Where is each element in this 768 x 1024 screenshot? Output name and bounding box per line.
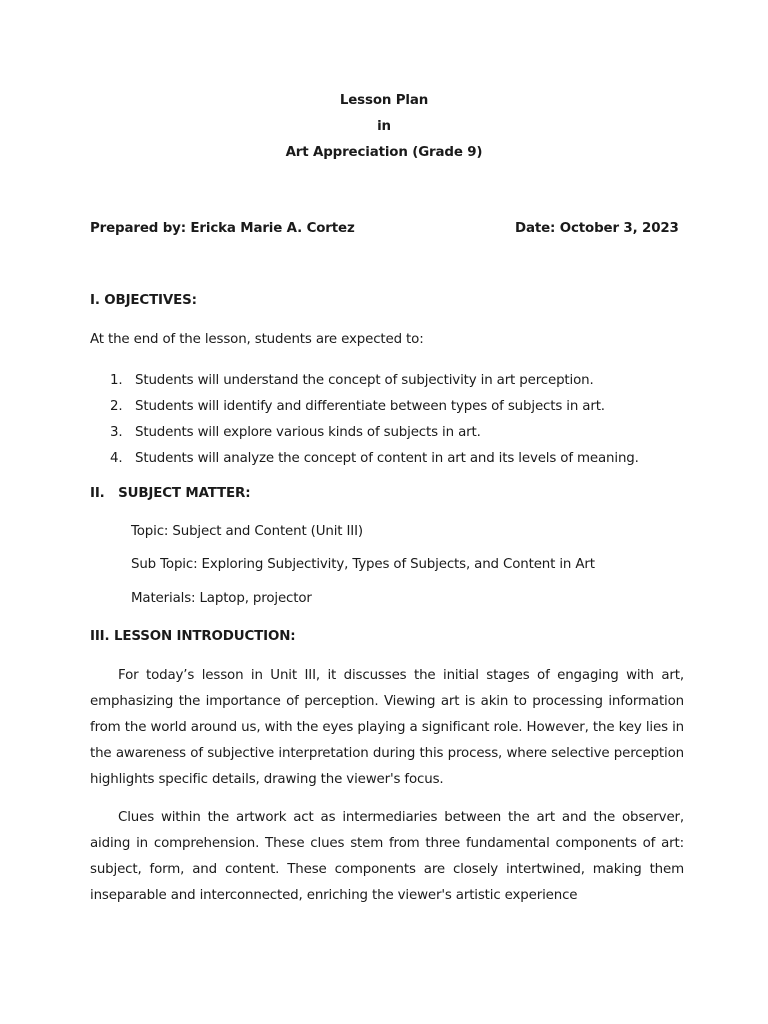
topic-line: Topic: Subject and Content (Unit III) bbox=[131, 524, 363, 539]
sub-topic-line: Sub Topic: Exploring Subjectivity, Types of Subjects, and Content in Art bbox=[131, 557, 595, 572]
objective-number: 1. bbox=[110, 373, 123, 388]
document-title-block bbox=[0, 88, 768, 166]
objective-item bbox=[110, 420, 639, 446]
document-subject: Art Appreciation (Grade 9) bbox=[285, 145, 483, 160]
objective-text: Students will identify and differentiate between types of subjects in art. bbox=[135, 399, 605, 414]
objective-text: Students will explore various kinds of subjects in art. bbox=[135, 425, 481, 440]
objective-text: Students will understand the concept of subjectivity in art perception. bbox=[135, 373, 594, 388]
objective-text: Students will analyze the concept of content in art and its levels of meaning. bbox=[135, 451, 639, 466]
materials-line: Materials: Laptop, projector bbox=[131, 591, 312, 606]
introduction-paragraph-2: Clues within the artwork act as intermediaries between the art and the observer, aiding in comprehension. These clues stem from three fundamental components of art: subject, form, and content. These components are closely intertwined, making them inseparable and interconnected, enriching the viewer's artistic experience bbox=[90, 810, 684, 903]
lesson-date: Date: October 3, 2023 bbox=[515, 221, 679, 236]
objective-item bbox=[110, 394, 639, 420]
objective-number: 3. bbox=[110, 425, 123, 440]
document-title: Lesson Plan bbox=[339, 93, 429, 108]
objective-item bbox=[110, 446, 639, 472]
objective-number: 4. bbox=[110, 451, 123, 466]
document-title-connector: in bbox=[377, 119, 391, 134]
lesson-introduction-heading: III. LESSON INTRODUCTION: bbox=[90, 629, 296, 644]
objectives-intro: At the end of the lesson, students are expected to: bbox=[90, 332, 424, 347]
subject-matter-heading: II. SUBJECT MATTER: bbox=[90, 486, 251, 501]
introduction-paragraph-1: For today’s lesson in Unit III, it discusses the initial stages of engaging with art, emphasizing the importance of perception. Viewing art is akin to processing information from the world around us, with the eyes playing a significant role. However, the key lies in the awareness of subjective interpretation during this process, where selective perception highlights specific details, drawing the viewer's focus. bbox=[90, 668, 684, 787]
objective-item bbox=[110, 368, 639, 394]
objectives-heading: I. OBJECTIVES: bbox=[90, 293, 197, 308]
objectives-list bbox=[110, 368, 639, 472]
prepared-by: Prepared by: Ericka Marie A. Cortez bbox=[90, 221, 355, 236]
objective-number: 2. bbox=[110, 399, 123, 414]
